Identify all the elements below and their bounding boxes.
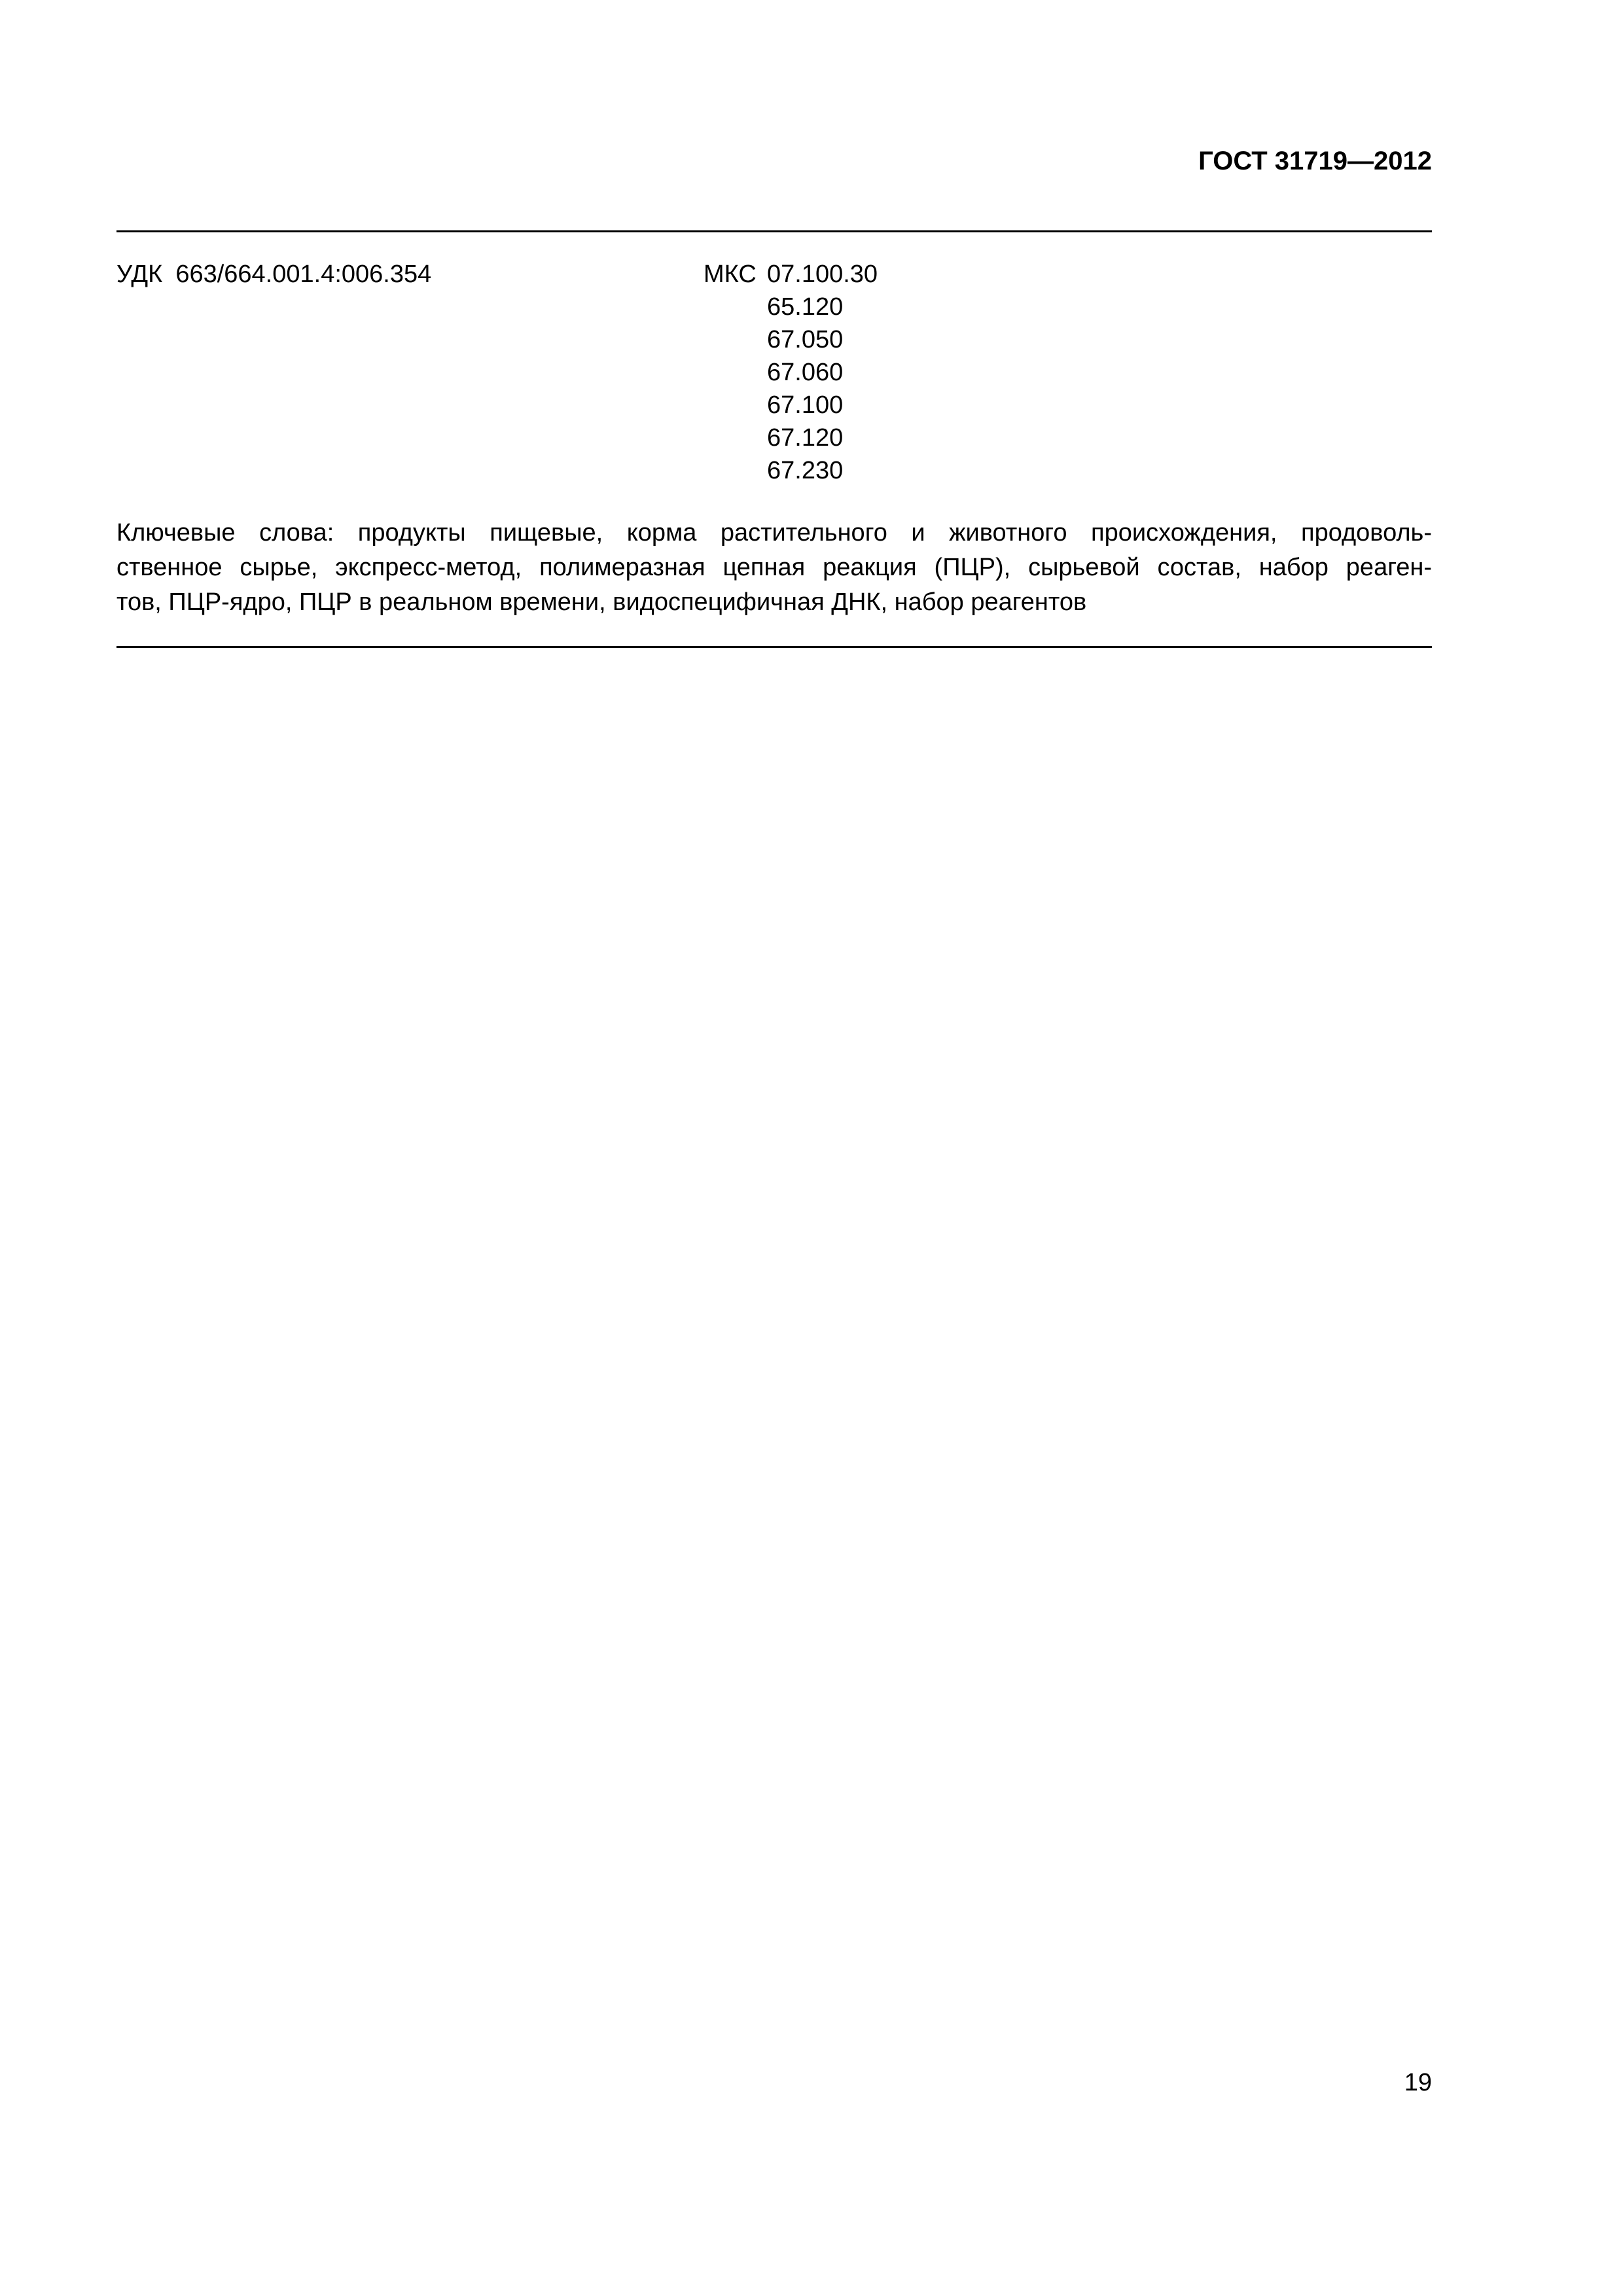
keywords-line: Ключевые слова: продукты пищевые, корма растительного и животного происхождения, продоволь- — [116, 519, 1432, 547]
mks-row — [704, 389, 878, 422]
mks-code: 67.120 — [767, 424, 844, 452]
page-number: 19 — [1404, 2069, 1432, 2096]
mks-row — [704, 356, 878, 389]
mks-row — [704, 422, 878, 454]
mks-row — [704, 258, 878, 291]
keywords-line: ственное сырье, экспресс-метод, полимеразная цепная реакция (ПЦР), сырьевой состав, набор реаген- — [116, 554, 1432, 581]
mks-row — [704, 291, 878, 323]
mks-code: 67.100 — [767, 391, 844, 419]
udk-block — [116, 258, 431, 291]
mks-code: 67.060 — [767, 359, 844, 386]
top-divider — [116, 230, 1432, 232]
udk-label: УДК — [116, 260, 163, 288]
bottom-divider — [116, 646, 1432, 648]
mks-code: 65.120 — [767, 293, 844, 321]
mks-code: 67.050 — [767, 326, 844, 353]
keywords-paragraph — [116, 516, 1432, 620]
mks-row — [704, 323, 878, 356]
mks-block — [704, 258, 878, 487]
keywords-line: тов, ПЦР-ядро, ПЦР в реальном времени, видоспецифичная ДНК, набор реагентов — [116, 588, 1087, 616]
mks-label: МКС — [704, 260, 757, 288]
mks-code: 07.100.30 — [767, 260, 878, 288]
mks-code: 67.230 — [767, 457, 844, 484]
document-code: ГОСТ 31719—2012 — [1198, 147, 1432, 175]
udk-value: 663/664.001.4:006.354 — [175, 260, 432, 288]
mks-row — [704, 454, 878, 487]
